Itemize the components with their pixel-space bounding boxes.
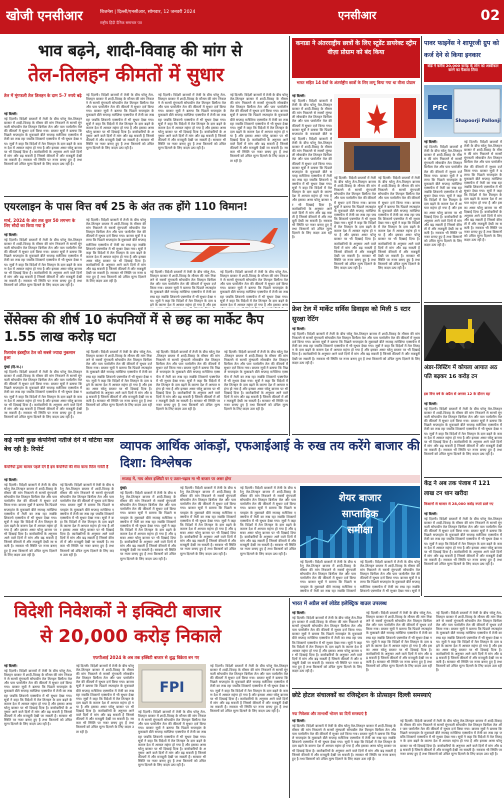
s10-byline: नई दिल्ली। [424,402,438,406]
s9-text-col3: नई दिल्ली। विदेशी बाजारों में तेजी के बीच घरेलू तेल-तिलहन बाजार में शादी-विवाह के मौसम की मांग निकलने से सरसों मूंगफली सोयाबीन तेल तिलहन बिनौला तेल और पाम पामोलीन तेल की कीमतों में सुधार दर्ज किया गया। बाजार सूत्रों ने बताया कि पिछले सप्ताहांत के मुकाबले बीते सप्ताह मलेशिया एक्सचेंज में तेजी का रुख रहा जबकि शिकागो एक्सचेंज में भी सुधार देखा गया। सूत्रों ने कहा कि विदेशों में तेल तिलहन के दाम बढ़ने के कारण देश में आयात महंगा हो गया है और इसका असर घरेलू बाजार पर भी दिखाई दिया है। कारोबारियों के अनुसार आने वाले दिनों में मांग और बढ़ सकती है जिससे कीमतों में और मजबूती देखी जा सकती है। सरकार भी स्थिति पर नजर बनाए हुए है तथा किसानों को उचित मूल्य दिलाने के लिए कदम उठा रही है। [240,486,296,556]
s9-headline: व्यापक आर्थिक आंकड़ों, एफआईआई के रुख तय करेंगे बाजार की दिशा: विश्लेषक [120,438,420,470]
s4-subhead: कंपनियों द्वारा बाजार पहले देने हैं इस कंपनियों की सेवा वाला रिटेल गारंटी हैं [4,465,109,469]
s7-byline: नई दिल्ली। [424,140,438,144]
s9-subhead: सप्ताह में, गाय ओवर इक्विटी पर ए उतार-चढ़ाव मा भी बाजार पर असर होगा [122,476,232,481]
s7-headline-2: कर्ज देने से किया इनकार [424,52,481,59]
s11-subhead: किसानों से बाजार से 28,000 करोड़ रुपये डाले गए [424,502,494,506]
s12-text-col3: नई दिल्ली। विदेशी बाजारों में तेजी के बीच घरेलू तेल-तिलहन बाजार में शादी-विवाह के मौसम की मांग निकलने से सरसों मूंगफली सोयाबीन तेल तिलहन बिनौला तेल और पाम पामोलीन तेल की कीमतों में सुधार दर्ज किया गया। बाजार सूत्रों ने बताया कि पिछले सप्ताहांत के मुकाबले बीते सप्ताह मलेशिया एक्सचेंज में तेजी का रुख रहा जबकि शिकागो एक्सचेंज में भी सुधार देखा गया। सूत्रों ने कहा कि विदेशों में तेल तिलहन के दाम बढ़ने के कारण देश में आयात महंगा हो गया है और इसका असर घरेलू बाजार पर भी दिखाई दिया है। कारोबारियों के अनुसार आने वाले दिनों में मांग और बढ़ सकती है जिससे कीमतों में और मजबूती देखी जा सकती है। सरकार भी स्थिति पर नजर बनाए हुए है तथा किसानों को उचित मूल्य दिलाने के लिए कदम उठा रही है। [436,611,502,673]
divider [292,302,420,303]
dateline: बिजनेस | दिल्ली/एनसीआर, सोमवार, 12 जनवरी 2024 [100,10,196,15]
divider [4,310,288,311]
s1-byline: नई दिल्ली। [4,112,18,116]
s4-text-col2: नई दिल्ली। विदेशी बाजारों में तेजी के बीच घरेलू तेल-तिलहन बाजार में शादी-विवाह के मौसम की मांग निकलने से सरसों मूंगफली सोयाबीन तेल तिलहन बिनौला तेल और पाम पामोलीन तेल की कीमतों में सुधार दर्ज किया गया। बाजार सूत्रों ने बताया कि पिछले सप्ताहांत के मुकाबले बीते सप्ताह मलेशिया एक्सचेंज में तेजी का रुख रहा जबकि शिकागो एक्सचेंज में भी सुधार देखा गया। सूत्रों ने कहा कि विदेशों में तेल तिलहन के दाम बढ़ने के कारण देश में आयात महंगा हो गया है और इसका असर घरेलू बाजार पर भी दिखाई दिया है। कारोबारियों के अनुसार आने वाले दिनों में मांग और बढ़ सकती है जिससे कीमतों में और मजबूती देखी जा सकती है। सरकार भी स्थिति पर नजर बनाए हुए है तथा किसानों को उचित मूल्य दिलाने के लिए कदम उठा रही है। [60,483,114,557]
coal-photo [424,305,502,361]
svg-text:PFC: PFC [432,104,448,112]
shapoorji-sign: Shapoorji Pallonji [455,119,501,124]
s6-text-col2: नई दिल्ली। विदेशी बाजारों में तेजी के बीच घरेलू तेल-तिलहन बाजार में शादी-विवाह के मौसम की मांग निकलने से सरसों मूंगफली सोयाबीन तेल तिलहन बिनौला तेल और पाम पामोलीन तेल की कीमतों में सुधार दर्ज किया गया। बाजार सूत्रों ने बताया कि पिछले सप्ताहांत के मुकाबले बीते सप्ताह मलेशिया एक्सचेंज में तेजी का रुख रहा जबकि शिकागो एक्सचेंज में भी सुधार देखा गया। सूत्रों ने कहा कि विदेशों में तेल तिलहन के दाम बढ़ने के कारण देश में आयात महंगा हो गया है और इसका असर घरेलू बाजार पर भी दिखाई दिया है। कारोबारियों के अनुसार आने वाले दिनों में मांग और बढ़ सकती है जिससे कीमतों में और मजबूती देखी जा सकती है। सरकार भी स्थिति पर नजर बनाए हुए है तथा किसानों को उचित मूल्य दिलाने के लिए कदम उठा रही है। [292,137,332,240]
s9-text-col5: नई दिल्ली। विदेशी बाजारों में तेजी के बीच घरेलू तेल-तिलहन बाजार में शादी-विवाह के मौसम की मांग निकलने से सरसों मूंगफली सोयाबीन तेल तिलहन बिनौला तेल और पाम पामोलीन तेल की कीमतों में सुधार दर्ज किया गया। बाजार सूत्रों ने बताया कि पिछले सप्ताहांत के मुकाबले बीते सप्ताह मलेशिया एक्सचेंज में तेजी का रुख रहा जबकि शिकागो एक्सचेंज में भी सुधार देखा गया। सूत्रों ने [360,560,420,593]
s5-text-col3: नई दिल्ली। विदेशी बाजारों में तेजी के बीच घरेलू तेल-तिलहन बाजार में शादी-विवाह के मौसम की मांग निकलने से सरसों मूंगफली सोयाबीन तेल तिलहन बिनौला तेल और पाम पामोलीन तेल की कीमतों में सुधार दर्ज किया गया। बाजार सूत्रों ने बताया कि पिछले सप्ताहांत के मुकाबले बीते सप्ताह मलेशिया एक्सचेंज में तेजी का रुख रहा जबकि शिकागो एक्सचेंज में भी सुधार देखा गया। सूत्रों ने कहा कि विदेशों में तेल तिलहन के दाम बढ़ने के कारण देश में आयात महंगा हो गया है और इसका असर घरेलू बाजार पर भी दिखाई दिया है। कारोबारियों के अनुसार आने वाले दिनों में मांग और बढ़ सकती है जिससे कीमतों में और मजबूती देखी जा सकती है। सरकार भी स्थिति पर नजर बनाए हुए है तथा किसानों को उचित मूल्य दिलाने के लिए कदम उठा रही है। [138,710,206,768]
shapoorji-photo [424,85,502,137]
s6-subhead: भारत सहित 14 देशों के अंतर्राष्ट्रीय छात्रों के लिए लागू किया गया था वीजा प्रोग्राम [296,80,416,85]
s9-text-col1: नई दिल्ली। विदेशी बाजारों में तेजी के बीच घरेलू तेल-तिलहन बाजार में शादी-विवाह के मौसम की मांग निकलने से सरसों मूंगफली सोयाबीन तेल तिलहन बिनौला तेल और पाम पामोलीन तेल की कीमतों में सुधार दर्ज किया गया। बाजार सूत्रों ने बताया कि पिछले सप्ताहांत के मुकाबले बीते सप्ताह मलेशिया एक्सचेंज में तेजी का रुख रहा जबकि शिकागो एक्सचेंज में भी सुधार देखा गया। सूत्रों ने कहा कि विदेशों में तेल तिलहन के दाम बढ़ने के कारण देश में आयात महंगा हो गया है और इसका असर घरेलू बाजार पर भी दिखाई दिया है। कारोबारियों के अनुसार आने वाले दिनों में मांग और बढ़ सकती है जिससे कीमतों में और मजबूती देखी जा सकती है। सरकार भी स्थिति पर नजर बनाए हुए है तथा किसानों को उचित मूल्य दिलाने के लिए कदम उठा रही है। [120,491,176,561]
market-graphic-title-3: समीक्षा [347,525,373,536]
market-graphic-title-2: साप्ताहिक [341,509,379,520]
s12-byline: नई दिल्ली। [292,611,306,615]
s8-byline: नई दिल्ली। [292,327,306,331]
divider [4,596,420,597]
s9-text-col2: नई दिल्ली। विदेशी बाजारों में तेजी के बीच घरेलू तेल-तिलहन बाजार में शादी-विवाह के मौसम की मांग निकलने से सरसों मूंगफली सोयाबीन तेल तिलहन बिनौला तेल और पाम पामोलीन तेल की कीमतों में सुधार दर्ज किया गया। बाजार सूत्रों ने बताया कि पिछले सप्ताहांत के मुकाबले बीते सप्ताह मलेशिया एक्सचेंज में तेजी का रुख रहा जबकि शिकागो एक्सचेंज में भी सुधार देखा गया। सूत्रों ने कहा कि विदेशों में तेल तिलहन के दाम बढ़ने के कारण देश में आयात महंगा हो गया है और इसका असर घरेलू बाजार पर भी दिखाई दिया है। कारोबारियों के अनुसार आने वाले दिनों में मांग और बढ़ सकती है जिससे कीमतों में और मजबूती देखी जा सकती है। सरकार भी स्थिति पर नजर बनाए हुए है तथा किसानों को उचित मूल्य दिलाने के लिए कदम उठा रही है। [180,486,236,556]
canada-photo [334,94,420,174]
section-label: एनसीआर [338,9,377,22]
subline: राष्ट्रीय हिंदी दैनिक समाचार पत्र [100,20,142,25]
s2-text-col1: नई दिल्ली। विदेशी बाजारों में तेजी के बीच घरेलू तेल-तिलहन बाजार में शादी-विवाह के मौसम की मांग निकलने से सरसों मूंगफली सोयाबीन तेल तिलहन बिनौला तेल और पाम पामोलीन तेल की कीमतों में सुधार दर्ज किया गया। बाजार सूत्रों ने बताया कि पिछले सप्ताहांत के मुकाबले बीते सप्ताह मलेशिया एक्सचेंज में तेजी का रुख रहा जबकि शिकागो एक्सचेंज में भी सुधार देखा गया। सूत्रों ने कहा कि विदेशों में तेल तिलहन के दाम बढ़ने के कारण देश में आयात महंगा हो गया है और इसका असर घरेलू बाजार पर भी दिखाई दिया है। कारोबारियों के अनुसार आने वाले दिनों में मांग और बढ़ सकती है जिससे कीमतों में और मजबूती देखी जा सकती है। सरकार भी स्थिति पर नजर बनाए हुए है तथा किसानों को उचित मूल्य दिलाने के लिए कदम उठा रही है। [4,238,82,288]
divider [424,477,502,478]
s9-text-col4: नई दिल्ली। विदेशी बाजारों में तेजी के बीच घरेलू तेल-तिलहन बाजार में शादी-विवाह के मौसम की मांग निकलने से सरसों मूंगफली सोयाबीन तेल तिलहन बिनौला तेल और पाम पामोलीन तेल की कीमतों में सुधार दर्ज किया गया। बाजार सूत्रों ने बताया कि पिछले सप्ताहांत के मुकाबले बीते सप्ताह मलेशिया एक्सचेंज में तेजी का रुख रहा जबकि शिकागो [300,560,356,593]
s13-text-col1: नई दिल्ली। विदेशी बाजारों में तेजी के बीच घरेलू तेल-तिलहन बाजार में शादी-विवाह के मौसम की मांग निकलने से सरसों मूंगफली सोयाबीन तेल तिलहन बिनौला तेल और पाम पामोलीन तेल की कीमतों में सुधार दर्ज किया गया। बाजार सूत्रों ने बताया कि पिछले सप्ताहांत के मुकाबले बीते सप्ताह मलेशिया एक्सचेंज में तेजी का रुख रहा जबकि शिकागो एक्सचेंज में भी सुधार देखा गया। सूत्रों ने कहा कि विदेशों में तेल तिलहन के दाम बढ़ने के कारण देश में आयात महंगा हो गया है और इसका असर घरेलू बाजार पर भी दिखाई दिया है। कारोबारियों के अनुसार आने वाले दिनों में मांग और बढ़ सकती है जिससे कीमतों में और मजबूती देखी जा सकती है। सरकार भी स्थिति पर नजर बनाए हुए है तथा किसानों को उचित मूल्य दिलाने के लिए कदम उठा रही है। [292,724,396,761]
s5-text-col2: नई दिल्ली। विदेशी बाजारों में तेजी के बीच घरेलू तेल-तिलहन बाजार में शादी-विवाह के मौसम की मांग निकलने से सरसों मूंगफली सोयाबीन तेल तिलहन बिनौला तेल और पाम पामोलीन तेल की कीमतों में सुधार दर्ज किया गया। बाजार सूत्रों ने बताया कि पिछले सप्ताहांत के मुकाबले बीते सप्ताह मलेशिया एक्सचेंज में तेजी का रुख रहा जबकि शिकागो एक्सचेंज में भी सुधार देखा गया। सूत्रों ने कहा कि विदेशों में तेल तिलहन के दाम बढ़ने के कारण देश में आयात महंगा हो गया है और इसका असर घरेलू बाजार पर भी दिखाई दिया है। कारोबारियों के अनुसार आने वाले दिनों में मांग और बढ़ सकती है जिससे कीमतों में और मजबूती देखी जा सकती है। सरकार भी स्थिति पर नजर बनाए हुए है तथा किसानों को उचित मूल्य दिलाने के लिए कदम उठा रही है। [76,664,134,734]
divider [4,434,288,435]
s5-headline-1: विदेशी निवेशकों ने इक्विटी बाजार [14,602,221,622]
s2-text-col2: नई दिल्ली। विदेशी बाजारों में तेजी के बीच घरेलू तेल-तिलहन बाजार में शादी-विवाह के मौसम की मांग निकलने से सरसों मूंगफली सोयाबीन तेल तिलहन बिनौला तेल और पाम पामोलीन तेल की कीमतों में सुधार दर्ज किया गया। बाजार सूत्रों ने बताया कि पिछले सप्ताहांत के मुकाबले बीते सप्ताह मलेशिया एक्सचेंज में तेजी का रुख रहा जबकि शिकागो एक्सचेंज में भी सुधार देखा गया। सूत्रों ने कहा कि विदेशों में तेल तिलहन के दाम बढ़ने के कारण देश में आयात महंगा हो गया है और इसका असर घरेलू बाजार पर भी दिखाई दिया है। कारोबारियों के अनुसार आने वाले दिनों में मांग और बढ़ सकती है जिससे कीमतों में और मजबूती देखी जा सकती है। सरकार भी स्थिति पर नजर बनाए हुए है तथा किसानों को उचित मूल्य दिलाने के लिए कदम उठा रही है। [86,218,146,284]
fpi-photo [138,664,206,708]
market-graphic-title-1: शेयर बाजार [338,493,382,504]
s13-headline: छोटे होटल संचालकों का रजिस्ट्रेशन के प्रोत्साहन दिल्ली समस्याएं [292,692,432,699]
s10-text: नई दिल्ली। विदेशी बाजारों में तेजी के बीच घरेलू तेल-तिलहन बाजार में शादी-विवाह के मौसम की मांग निकलने से सरसों मूंगफली सोयाबीन तेल तिलहन बिनौला तेल और पाम पामोलीन तेल की कीमतों में सुधार दर्ज किया गया। बाजार सूत्रों ने बताया कि पिछले सप्ताहांत के मुकाबले बीते सप्ताह मलेशिया एक्सचेंज में तेजी का रुख रहा जबकि शिकागो एक्सचेंज में भी सुधार देखा गया। सूत्रों ने कहा कि विदेशों में तेल तिलहन के दाम बढ़ने के कारण देश में आयात महंगा हो गया है और इसका असर घरेलू बाजार पर भी दिखाई दिया है। कारोबारियों के अनुसार आने वाले दिनों में मांग और बढ़ सकती है जिससे कीमतों में और मजबूती देखी जा सकती है। सरकार भी स्थिति पर नजर बनाए हुए है तथा किसानों को उचित मूल्य दिलाने के लिए कदम उठा रही है। [424,407,502,457]
divider [292,688,502,689]
s4-headline: कई नामी कुछ कंपनियों नतीजे देने में घटिया माल बेच रही है: रिपोर्ट [4,437,114,453]
s1-text-col2: नई दिल्ली। विदेशी बाजारों में तेजी के बीच घरेलू तेल-तिलहन बाजार में शादी-विवाह के मौसम की मांग निकलने से सरसों मूंगफली सोयाबीन तेल तिलहन बिनौला तेल और पाम पामोलीन तेल की कीमतों में सुधार दर्ज किया गया। बाजार सूत्रों ने बताया कि पिछले सप्ताहांत के मुकाबले बीते सप्ताह मलेशिया एक्सचेंज में तेजी का रुख रहा जबकि शिकागो एक्सचेंज में भी सुधार देखा गया। सूत्रों ने कहा कि विदेशों में तेल तिलहन के दाम बढ़ने के कारण देश में आयात महंगा हो गया है और इसका असर घरेलू बाजार पर भी दिखाई दिया है। कारोबारियों के अनुसार आने वाले दिनों में मांग और बढ़ सकती है जिससे कीमतों में और मजबूती देखी जा सकती है। सरकार भी स्थिति पर नजर बनाए हुए है तथा किसानों को उचित मूल्य दिलाने के लिए कदम उठा रही है। [86,93,154,151]
s7-text-col1: नई दिल्ली। विदेशी बाजारों में तेजी के बीच घरेलू तेल-तिलहन बाजार में शादी-विवाह के मौसम की मांग निकलने से सरसों मूंगफली सोयाबीन तेल तिलहन बिनौला तेल और पाम पामोलीन तेल की कीमतों में सुधार दर्ज किया गया। बाजार सूत्रों ने बताया कि पिछले सप्ताहांत के मुकाबले बीते सप्ताह मलेशिया एक्सचेंज में तेजी का रुख रहा जबकि शिकागो एक्सचेंज में भी सुधार देखा गया। सूत्रों ने कहा कि विदेशों में तेल तिलहन के दाम बढ़ने के कारण देश में आयात महंगा हो गया है और इसका असर घरेलू बाजार पर भी दिखाई दिया है। कारोबारियों के अनुसार आने वाले दिनों में मांग और बढ़ सकती है जिससे कीमतों में और मजबूती देखी जा सकती है। सरकार भी स्थिति पर नजर बनाए हुए है तथा किसानों को उचित मूल्य दिलाने के लिए कदम उठा रही है। [424,145,462,248]
svg-text:FPI: FPI [159,680,185,696]
s13-byline: नई दिल्ली। [292,719,306,723]
divider [292,434,420,435]
s6-byline: नई दिल्ली। [292,94,306,98]
s13-subhead: नया निवेशक और लाभार्थी भोजन का दिनों समस्याएं है [292,711,367,716]
divider [424,302,502,303]
divider [424,596,502,597]
column-rule [289,598,290,798]
s3-text-col2: नई दिल्ली। विदेशी बाजारों में तेजी के बीच घरेलू तेल-तिलहन बाजार में शादी-विवाह के मौसम की मांग निकलने से सरसों मूंगफली सोयाबीन तेल तिलहन बिनौला तेल और पाम पामोलीन तेल की कीमतों में सुधार दर्ज किया गया। बाजार सूत्रों ने बताया कि पिछले सप्ताहांत के मुकाबले बीते सप्ताह मलेशिया एक्सचेंज में तेजी का रुख रहा जबकि शिकागो एक्सचेंज में भी सुधार देखा गया। सूत्रों ने कहा कि विदेशों में तेल तिलहन के दाम बढ़ने के कारण देश में आयात महंगा हो गया है और इसका असर घरेलू बाजार पर भी दिखाई दिया है। कारोबारियों के अनुसार आने वाले दिनों में मांग और बढ़ सकती है जिससे कीमतों में और मजबूती देखी जा सकती है। सरकार भी स्थिति पर नजर बनाए हुए है तथा किसानों को उचित मूल्य दिलाने के लिए कदम उठा रही है। [86,350,152,412]
s10-subhead: इस वित्त वर्ष के अप्रैल से अगस्त 12 के दौरान रहा [424,392,491,396]
s5-text-col4: नई दिल्ली। विदेशी बाजारों में तेजी के बीच घरेलू तेल-तिलहन बाजार में शादी-विवाह के मौसम की मांग निकलने से सरसों मूंगफली सोयाबीन तेल तिलहन बिनौला तेल और पाम पामोलीन तेल की कीमतों में सुधार दर्ज किया गया। बाजार सूत्रों ने बताया कि पिछले सप्ताहांत के मुकाबले बीते सप्ताह मलेशिया एक्सचेंज में तेजी का रुख रहा जबकि शिकागो एक्सचेंज में भी सुधार देखा गया। सूत्रों ने कहा कि विदेशों में तेल तिलहन के दाम बढ़ने के कारण देश में आयात महंगा हो गया है और इसका असर घरेलू बाजार पर भी दिखाई दिया है। कारोबारियों के अनुसार आने वाले दिनों में मांग और बढ़ सकती है जिससे कीमतों में और मजबूती देखी जा सकती है। सरकार भी स्थिति पर नजर बनाए हुए है तथा किसानों को उचित मूल्य दिलाने के लिए कदम उठा रही है। [210,664,288,714]
s11-headline: केंद्र ने अब तक पंजाब में 121 लाख टन धान खरीदा [424,481,491,497]
s8-headline: फ्रेश टेल में मार्केट सर्विस डिवाइस को मिली 5 स्टार सुरक्षा रेटिंग [292,305,411,323]
s2-headline: एयरलाइन के पास वित्त वर्ष 25 के अंत तक होंगे 110 विमान! [4,201,248,213]
page-number: 02 [480,8,500,24]
s11-text: नई दिल्ली। विदेशी बाजारों में तेजी के बीच घरेलू तेल-तिलहन बाजार में शादी-विवाह के मौसम की मांग निकलने से सरसों मूंगफली सोयाबीन तेल तिलहन बिनौला तेल और पाम पामोलीन तेल की कीमतों में सुधार दर्ज किया गया। बाजार सूत्रों ने बताया कि पिछले सप्ताहांत के मुकाबले बीते सप्ताह मलेशिया एक्सचेंज में तेजी का रुख रहा जबकि शिकागो एक्सचेंज में भी सुधार देखा गया। सूत्रों ने कहा कि विदेशों में तेल तिलहन के दाम बढ़ने के कारण देश में आयात महंगा हो गया है और इसका असर घरेलू बाजार पर भी दिखाई दिया है। कारोबारियों के अनुसार आने वाले दिनों में मांग और बढ़ सकती है जिससे कीमतों में और मजबूती देखी जा सकती है। सरकार भी स्थिति पर नजर बनाए हुए है तथा किसानों को उचित मूल्य दिलाने के लिए कदम उठा रही है। [424,517,502,567]
s3-text-col4: नई दिल्ली। विदेशी बाजारों में तेजी के बीच घरेलू तेल-तिलहन बाजार में शादी-विवाह के मौसम की मांग निकलने से सरसों मूंगफली सोयाबीन तेल तिलहन बिनौला तेल और पाम पामोलीन तेल की कीमतों में सुधार दर्ज किया गया। बाजार सूत्रों ने बताया कि पिछले सप्ताहांत के मुकाबले बीते सप्ताह मलेशिया एक्सचेंज में तेजी का रुख रहा जबकि शिकागो एक्सचेंज में भी सुधार देखा गया। सूत्रों ने कहा कि विदेशों में तेल तिलहन के दाम बढ़ने के कारण देश में आयात महंगा हो गया है और इसका असर घरेलू बाजार पर भी दिखाई दिया है। कारोबारियों के अनुसार आने वाले दिनों में मांग और बढ़ सकती है जिससे कीमतों में और मजबूती देखी जा सकती है। सरकार भी स्थिति पर नजर बनाए हुए है तथा किसानों को उचित मूल्य दिलाने के लिए कदम उठा रही है। [224,350,288,412]
s3-text-col3: नई दिल्ली। विदेशी बाजारों में तेजी के बीच घरेलू तेल-तिलहन बाजार में शादी-विवाह के मौसम की मांग निकलने से सरसों मूंगफली सोयाबीन तेल तिलहन बिनौला तेल और पाम पामोलीन तेल की कीमतों में सुधार दर्ज किया गया। बाजार सूत्रों ने बताया कि पिछले सप्ताहांत के मुकाबले बीते सप्ताह मलेशिया एक्सचेंज में तेजी का रुख रहा जबकि शिकागो एक्सचेंज में भी सुधार देखा गया। सूत्रों ने कहा कि विदेशों में तेल तिलहन के दाम बढ़ने के कारण देश में आयात महंगा हो गया है और इसका असर घरेलू बाजार पर भी दिखाई दिया है। कारोबारियों के अनुसार आने वाले दिनों में मांग और बढ़ सकती है जिससे कीमतों में और मजबूती देखी जा सकती है। सरकार भी स्थिति पर नजर बनाए हुए है तथा किसानों को उचित मूल्य दिलाने के लिए कदम उठा रही है। [156,350,220,412]
s11-byline: नई दिल्ली। [424,512,438,516]
s12-headline: भारत में अप्रैल सर्व लोडेड इलेक्ट्रिक बाउल उपलब्ध [292,601,387,607]
s13-text-col2: नई दिल्ली। विदेशी बाजारों में तेजी के बीच घरेलू तेल-तिलहन बाजार में शादी-विवाह के मौसम की मांग निकलने से सरसों मूंगफली सोयाबीन तेल तिलहन बिनौला तेल और पाम पामोलीन तेल की कीमतों में सुधार दर्ज किया गया। बाजार सूत्रों ने बताया कि पिछले सप्ताहांत के मुकाबले बीते सप्ताह मलेशिया एक्सचेंज में तेजी का रुख रहा जबकि शिकागो एक्सचेंज में भी सुधार देखा गया। सूत्रों ने कहा कि विदेशों में तेल तिलहन के दाम बढ़ने के कारण देश में आयात महंगा हो गया है और इसका असर घरेलू बाजार पर भी दिखाई दिया है। कारोबारियों के अनुसार आने वाले दिनों में मांग और बढ़ सकती है जिससे कीमतों में और मजबूती देखी जा सकती है। सरकार भी स्थिति पर नजर बनाए हुए है तथा किसानों को उचित मूल्य दिलाने के लिए कदम उठा रही है। [400,719,502,756]
column-rule [421,36,422,596]
s9-byline: मुंबई। [120,486,127,490]
s5-headline-2: से 20,000 करोड़ निकाले [40,626,222,647]
s5-subhead: एफपीआई 2024 के अब तक इक्विटी बाजार से शुद्ध विक्रेता बन गए [92,655,200,660]
s3-byline: मुंबई (हि.स.)। [4,365,23,369]
s3-text-col1: नई दिल्ली। विदेशी बाजारों में तेजी के बीच घरेलू तेल-तिलहन बाजार में शादी-विवाह के मौसम की मांग निकलने से सरसों मूंगफली सोयाबीन तेल तिलहन बिनौला तेल और पाम पामोलीन तेल की कीमतों में सुधार दर्ज किया गया। बाजार सूत्रों ने बताया कि पिछले सप्ताहांत के मुकाबले बीते सप्ताह मलेशिया एक्सचेंज में तेजी का रुख रहा जबकि शिकागो एक्सचेंज में भी सुधार देखा गया। सूत्रों ने कहा कि विदेशों में तेल तिलहन के दाम बढ़ने के कारण देश में आयात महंगा हो गया है और इसका असर घरेलू बाजार पर भी दिखाई दिया है। कारोबारियों के अनुसार आने वाले दिनों में मांग और बढ़ सकती है जिससे कीमतों में और मजबूती देखी जा सकती है। सरकार भी स्थिति पर नजर बनाए हुए है तथा किसानों को उचित मूल्य दिलाने के लिए कदम उठा रही है। [4,370,82,420]
divider [4,196,288,197]
s1-text-col1: नई दिल्ली। विदेशी बाजारों में तेजी के बीच घरेलू तेल-तिलहन बाजार में शादी-विवाह के मौसम की मांग निकलने से सरसों मूंगफली सोयाबीन तेल तिलहन बिनौला तेल और पाम पामोलीन तेल की कीमतों में सुधार दर्ज किया गया। बाजार सूत्रों ने बताया कि पिछले सप्ताहांत के मुकाबले बीते सप्ताह मलेशिया एक्सचेंज में तेजी का रुख रहा जबकि शिकागो एक्सचेंज में भी सुधार देखा गया। सूत्रों ने कहा कि विदेशों में तेल तिलहन के दाम बढ़ने के कारण देश में आयात महंगा हो गया है और इसका असर घरेलू बाजार पर भी दिखाई दिया है। कारोबारियों के अनुसार आने वाले दिनों में मांग और बढ़ सकती है जिससे कीमतों में और मजबूती देखी जा सकती है। सरकार भी स्थिति पर नजर बनाए हुए है तथा किसानों को उचित मूल्य दिलाने के लिए कदम उठा रही है। [4,117,82,167]
s2-byline: नई दिल्ली। [4,233,18,237]
brand-logo: खोजी एनसीआर [6,9,83,24]
column-rule [289,36,290,436]
s1-text-col3: नई दिल्ली। विदेशी बाजारों में तेजी के बीच घरेलू तेल-तिलहन बाजार में शादी-विवाह के मौसम की मांग निकलने से सरसों मूंगफली सोयाबीन तेल तिलहन बिनौला तेल और पाम पामोलीन तेल की कीमतों में सुधार दर्ज किया गया। बाजार सूत्रों ने बताया कि पिछले सप्ताहांत के मुकाबले बीते सप्ताह मलेशिया एक्सचेंज में तेजी का रुख रहा जबकि शिकागो एक्सचेंज में भी सुधार देखा गया। सूत्रों ने कहा कि विदेशों में तेल तिलहन के दाम बढ़ने के कारण देश में आयात महंगा हो गया है और इसका असर घरेलू बाजार पर भी दिखाई दिया है। कारोबारियों के अनुसार आने वाले दिनों में मांग और बढ़ सकती है जिससे कीमतों में और मजबूती देखी जा सकती है। सरकार भी स्थिति पर नजर बनाए हुए है तथा किसानों को उचित मूल्य दिलाने के लिए कदम उठा रही है। [158,93,226,151]
s12-text-col2: नई दिल्ली। विदेशी बाजारों में तेजी के बीच घरेलू तेल-तिलहन बाजार में शादी-विवाह के मौसम की मांग निकलने से सरसों मूंगफली सोयाबीन तेल तिलहन बिनौला तेल और पाम पामोलीन तेल की कीमतों में सुधार दर्ज किया गया। बाजार सूत्रों ने बताया कि पिछले सप्ताहांत के मुकाबले बीते सप्ताह मलेशिया एक्सचेंज में तेजी का रुख रहा जबकि शिकागो एक्सचेंज में भी सुधार देखा गया। सूत्रों ने कहा कि विदेशों में तेल तिलहन के दाम बढ़ने के कारण देश में आयात महंगा हो गया है और इसका असर घरेलू बाजार पर भी दिखाई दिया है। कारोबारियों के अनुसार आने वाले दिनों में मांग और बढ़ सकती है जिससे कीमतों में और मजबूती देखी जा सकती है। सरकार भी स्थिति पर नजर बनाए हुए है तथा किसानों को उचित मूल्य दिलाने के लिए कदम उठा रही है। [366,611,432,673]
s2-text-col4: नई दिल्ली। विदेशी बाजारों में तेजी के बीच घरेलू तेल-तिलहन बाजार में शादी-विवाह के मौसम की मांग निकलने से सरसों मूंगफली सोयाबीन तेल तिलहन बिनौला तेल और पाम पामोलीन तेल की कीमतों में सुधार दर्ज किया गया। बाजार सूत्रों ने बताया कि पिछले सप्ताहांत के मुकाबले बीते सप्ताह मलेशिया एक्सचेंज में तेजी का रुख रहा जबकि शिकागो एक्सचेंज में भी सुधार देखा गया। सूत्रों ने कहा कि विदेशों में तेल तिलहन के दाम बढ़ने के कारण देश में आयात महंगा हो गया है और इसका असर [220,270,288,307]
airplane-photo [150,218,288,268]
s1-headline-2: तेल-तिलहन कीमतों में सुधार [28,64,224,86]
s5-text-col1: नई दिल्ली। विदेशी बाजारों में तेजी के बीच घरेलू तेल-तिलहन बाजार में शादी-विवाह के मौसम की मांग निकलने से सरसों मूंगफली सोयाबीन तेल तिलहन बिनौला तेल और पाम पामोलीन तेल की कीमतों में सुधार दर्ज किया गया। बाजार सूत्रों ने बताया कि पिछले सप्ताहांत के मुकाबले बीते सप्ताह मलेशिया एक्सचेंज में तेजी का रुख रहा जबकि शिकागो एक्सचेंज में भी सुधार देखा गया। सूत्रों ने कहा कि विदेशों में तेल तिलहन के दाम बढ़ने के कारण देश में आयात महंगा हो गया है और इसका असर घरेलू बाजार पर भी दिखाई दिया है। कारोबारियों के अनुसार आने वाले दिनों में मांग और बढ़ सकती है जिससे कीमतों में और मजबूती देखी जा सकती है। सरकार भी स्थिति पर नजर बनाए हुए है तथा किसानों को उचित मूल्य दिलाने के लिए कदम उठा रही है। [4,669,72,727]
s8-text: नई दिल्ली। विदेशी बाजारों में तेजी के बीच घरेलू तेल-तिलहन बाजार में शादी-विवाह के मौसम की मांग निकलने से सरसों मूंगफली सोयाबीन तेल तिलहन बिनौला तेल और पाम पामोलीन तेल की कीमतों में सुधार दर्ज किया गया। बाजार सूत्रों ने बताया कि पिछले सप्ताहांत के मुकाबले बीते सप्ताह मलेशिया एक्सचेंज में तेजी का रुख रहा जबकि शिकागो एक्सचेंज में भी सुधार देखा गया। सूत्रों ने कहा कि विदेशों में तेल तिलहन के दाम बढ़ने के कारण देश में आयात महंगा हो गया है और इसका असर घरेलू बाजार पर भी दिखाई दिया है। कारोबारियों के अनुसार आने वाले दिनों में मांग और बढ़ सकती है जिससे कीमतों में और मजबूती देखी जा सकती है। सरकार भी स्थिति पर नजर बनाए हुए है तथा किसानों को उचित मूल्य दिलाने के लिए कदम उठा रही है। [292,332,420,365]
s12-text-col1: नई दिल्ली। विदेशी बाजारों में तेजी के बीच घरेलू तेल-तिलहन बाजार में शादी-विवाह के मौसम की मांग निकलने से सरसों मूंगफली सोयाबीन तेल तिलहन बिनौला तेल और पाम पामोलीन तेल की कीमतों में सुधार दर्ज किया गया। बाजार सूत्रों ने बताया कि पिछले सप्ताहांत के मुकाबले बीते सप्ताह मलेशिया एक्सचेंज में तेजी का रुख रहा जबकि शिकागो एक्सचेंज में भी सुधार देखा गया। सूत्रों ने कहा कि विदेशों में तेल तिलहन के दाम बढ़ने के कारण देश में आयात महंगा हो गया है और इसका असर घरेलू बाजार पर भी दिखाई दिया है। कारोबारियों के अनुसार आने वाले दिनों में मांग और बढ़ सकती है जिससे कीमतों में और मजबूती देखी जा सकती है। सरकार भी स्थिति पर नजर बनाए हुए है तथा किसानों को उचित मूल्य दिलाने के लिए कदम उठा रही है। [292,616,362,674]
s7-text-col2: नई दिल्ली। विदेशी बाजारों में तेजी के बीच घरेलू तेल-तिलहन बाजार में शादी-विवाह के मौसम की मांग निकलने से सरसों मूंगफली सोयाबीन तेल तिलहन बिनौला तेल और पाम पामोलीन तेल की कीमतों में सुधार दर्ज किया गया। बाजार सूत्रों ने बताया कि पिछले सप्ताहांत के मुकाबले बीते सप्ताह मलेशिया एक्सचेंज में तेजी का रुख रहा जबकि शिकागो एक्सचेंज में भी सुधार देखा गया। सूत्रों ने कहा कि विदेशों में तेल तिलहन के दाम बढ़ने के कारण देश में आयात महंगा हो गया है और इसका असर घरेलू बाजार पर भी दिखाई दिया है। कारोबारियों के अनुसार आने वाले दिनों में मांग और बढ़ सकती है जिससे कीमतों में और मजबूती देखी जा सकती है। सरकार भी स्थिति पर नजर बनाए हुए है तथा किसानों को उचित मूल्य दिलाने के लिए कदम उठा रही है। [464,140,502,243]
s1-text-col4: नई दिल्ली। विदेशी बाजारों में तेजी के बीच घरेलू तेल-तिलहन बाजार में शादी-विवाह के मौसम की मांग निकलने से सरसों मूंगफली सोयाबीन तेल तिलहन बिनौला तेल और पाम पामोलीन तेल की कीमतों में सुधार दर्ज किया गया। बाजार सूत्रों ने बताया कि पिछले सप्ताहांत के मुकाबले बीते सप्ताह मलेशिया एक्सचेंज में तेजी का रुख रहा जबकि शिकागो एक्सचेंज में भी सुधार देखा गया। सूत्रों ने कहा कि विदेशों में तेल तिलहन के दाम बढ़ने के कारण देश में आयात महंगा हो गया है और इसका असर घरेलू बाजार पर भी दिखाई दिया है। कारोबारियों के अनुसार आने वाले दिनों में मांग और बढ़ सकती है जिससे कीमतों में और मजबूती देखी जा सकती है। सरकार भी स्थिति पर नजर बनाए हुए है तथा किसानों को उचित मूल्य दिलाने के लिए कदम उठा रही है। [230,93,288,163]
s6-headline: कनाडा ने अंतरराष्ट्रीय छात्रों के लिए स्टूडेंट डायरेक्ट स्ट्रीम वीज़ा प्रोग्राम को बंद किया [295,40,417,57]
s6-text-col3: नई दिल्ली। विदेशी बाजारों में तेजी के बीच घरेलू तेल-तिलहन बाजार में शादी-विवाह के मौसम की मांग निकलने से सरसों मूंगफली सोयाबीन तेल तिलहन बिनौला तेल और पाम पामोलीन तेल की कीमतों में सुधार दर्ज किया गया। बाजार सूत्रों ने बताया कि पिछले सप्ताहांत के मुकाबले बीते सप्ताह मलेशिया एक्सचेंज में तेजी का रुख रहा जबकि शिकागो एक्सचेंज में भी सुधार देखा गया। सूत्रों ने कहा कि विदेशों में तेल तिलहन के दाम बढ़ने के कारण देश में आयात महंगा हो गया है और इसका असर घरेलू बाजार पर भी दिखाई दिया है। कारोबारियों के अनुसार आने वाले दिनों में मांग और बढ़ सकती है जिससे कीमतों में और मजबूती देखी जा सकती है। सरकार भी स्थिति पर नजर बनाए हुए है तथा किसानों को उचित मूल्य दिलाने के लिए कदम उठा रही है। [334,176,376,271]
s1-subhead: तेल में मूंगफली तेल तिलहन के दाम 5-7 रुपये बढ़े [4,93,82,98]
s6-text-col1: नई दिल्ली। विदेशी बाजारों में तेजी के बीच घरेलू तेल-तिलहन बाजार में शादी-विवाह के मौसम की मांग निकलने से सरसों मूंगफली सोयाबीन तेल तिलहन बिनौला तेल और पाम पामोलीन तेल की कीमतों में सुधार दर्ज किया गया। बाजार सूत्रों ने बताया कि पिछले सप्ताहांत के मुकाबले बीते स [292,99,332,135]
s2-text-col3: नई दिल्ली। विदेशी बाजारों में तेजी के बीच घरेलू तेल-तिलहन बाजार में शादी-विवाह के मौसम की मांग निकलने से सरसों मूंगफली सोयाबीन तेल तिलहन बिनौला तेल और पाम पामोलीन तेल की कीमतों में सुधार दर्ज किया गया। बाजार सूत्रों ने बताया कि पिछले सप्ताहांत के मुकाबले बीते सप्ताह मलेशिया एक्सचेंज में तेजी का रुख रहा जबकि शिकागो एक्सचेंज में भी सुधार देखा गया। सूत्रों ने कहा कि विदेशों में तेल तिलहन के दाम बढ़ने के कारण देश में आयात महंगा हो गया है और इस [150,270,216,307]
s4-byline: नई दिल्ली। [4,478,18,482]
s7-subhead: बोर्ड ने करीब 20,000 करोड़ के लोन को अस्वीकार करने का फैसला लिया [427,64,499,73]
s7-headline-1: पावर फाइनेंस ने शापूरजी ग्रुप को [424,40,500,47]
s1-headline-1: भाव बढ़ने, शादी-विवाह की मांग से [38,41,243,60]
s4-text-col1: नई दिल्ली। विदेशी बाजारों में तेजी के बीच घरेलू तेल-तिलहन बाजार में शादी-विवाह के मौसम की मांग निकलने से सरसों मूंगफली सोयाबीन तेल तिलहन बिनौला तेल और पाम पामोलीन तेल की कीमतों में सुधार दर्ज किया गया। बाजार सूत्रों ने बताया कि पिछले सप्ताहांत के मुकाबले बीते सप्ताह मलेशिया एक्सचेंज में तेजी का रुख रहा जबकि शिकागो एक्सचेंज में भी सुधार देखा गया। सूत्रों ने कहा कि विदेशों में तेल तिलहन के दाम बढ़ने के कारण देश में आयात महंगा हो गया है और इसका असर घरेलू बाजार पर भी दिखाई दिया है। कारोबारियों के अनुसार आने वाले दिनों में मांग और बढ़ सकती है जिससे कीमतों में और मजबूती देखी जा सकती है। सरकार भी स्थिति पर नजर बनाए हुए है तथा किसानों को उचित मूल्य दिलाने के लिए कदम उठा रही है। [4,483,57,557]
s2-subhead: मार्च, 2024 के अंत तक कुल 50 लगभग के लिए सौदों का किया गया है [4,218,76,228]
s3-subhead: रिलायंस इंडस्ट्रीज टेल को सबसे ज्यादा नुकसान हुआ [4,350,76,360]
s3-headline: सेंसेक्स की शीर्ष 10 कंपनियों में से छह का मार्केट कैप 1.55 लाख करोड़ घटा [4,313,264,345]
s6-text-col4: नई दिल्ली। विदेशी बाजारों में तेजी के बीच घरेलू तेल-तिलहन बाजार में शादी-विवाह के मौसम की मांग निकलने से सरसों मूंगफली सोयाबीन तेल तिलहन बिनौला तेल और पाम पामोलीन तेल की कीमतों में सुधार दर्ज किया गया। बाजार सूत्रों ने बताया कि पिछले सप्ताहांत के मुकाबले बीते सप्ताह मलेशिया एक्सचेंज में तेजी का रुख रहा जबकि शिकागो एक्सचेंज में भी सुधार देखा गया। सूत्रों ने कहा कि विदेशों में तेल तिलहन के दाम बढ़ने के कारण देश में आयात महंगा हो गया है और इसका असर घरेलू बाजार पर भी दिखाई दिया है। कारोबारियों के अनुसार आने वाले दिनों में मांग और बढ़ सकती है जिससे कीमतों में और मजबूती देखी जा सकती है। सरकार भी स्थिति पर नजर बनाए हुए है तथा किसानों को उचित मूल्य दिलाने के लिए कदम उठा रही है। [378,176,420,271]
s5-byline: नई दिल्ली। [4,664,18,668]
s10-headline: अंडर-लिस्टिंग में कोयला आयात अठ पति बढ़कर 16 करोड़ टन [424,365,498,380]
